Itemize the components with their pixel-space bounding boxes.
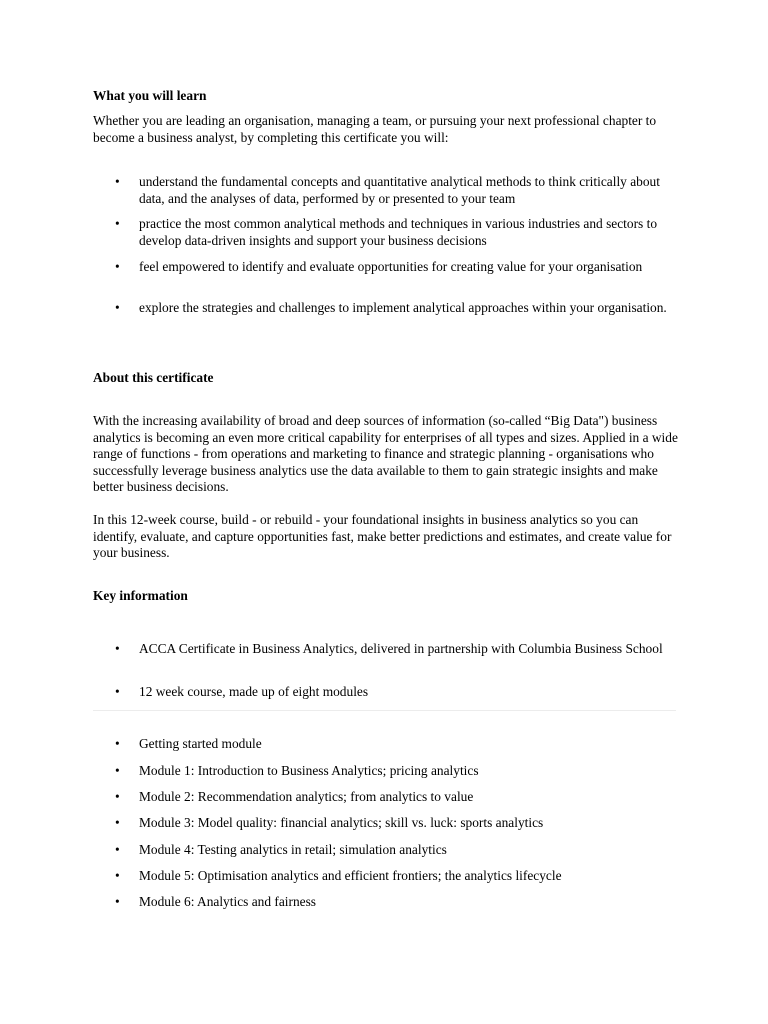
list-item: • Getting started module [93, 736, 678, 753]
about-paragraph-1: With the increasing availability of broad and deep sources of information (so-called “Big Data") business analytics is becoming an even more critical capability for enterprises of all types and sizes. Applied in a wide range of functions - from operations and marketing to finance and strategic planning - organisations who successfully leverage business analytics use the data available to them to gain strategic insights and make better business decisions. [93, 413, 678, 495]
list-item: • Module 5: Optimisation analytics and efficient frontiers; the analytics lifecycle [93, 868, 678, 885]
list-item: • Module 2: Recommendation analytics; from analytics to value [93, 789, 678, 806]
list-item: • ACCA Certificate in Business Analytics, delivered in partnership with Columbia Business School [93, 641, 678, 658]
learn-intro: Whether you are leading an organisation, managing a team, or pursuing your next professional chapter to become a business analyst, by completing this certificate you will: [93, 113, 657, 145]
list-item: • Module 6: Analytics and fairness [93, 894, 678, 911]
list-item: • practice the most common analytical methods and techniques in various industries and sectors to develop data-driven insights and support your business decisions [93, 216, 678, 249]
list-item: • Module 4: Testing analytics in retail; simulation analytics [93, 842, 678, 859]
about-paragraph-2: In this 12-week course, build - or rebuild - your foundational insights in business analytics so you can identify, evaluate, and capture opportunities fast, make better predictions and estimates, and create value for your business. [93, 512, 672, 561]
list-item: • feel empowered to identify and evaluate opportunities for creating value for your organisation [93, 259, 678, 276]
list-item: • Module 3: Model quality: financial analytics; skill vs. luck: sports analytics [93, 815, 678, 832]
list-item: • Module 1: Introduction to Business Analytics; pricing analytics [93, 763, 678, 780]
key-heading: Key information [93, 588, 188, 603]
list-item: • understand the fundamental concepts and quantitative analytical methods to think critically about data, and the analyses of data, performed by or presented to your team [93, 174, 678, 207]
divider [93, 710, 676, 711]
learn-heading: What you will learn [93, 88, 207, 103]
list-item: • explore the strategies and challenges to implement analytical approaches within your organisation. [93, 300, 678, 317]
about-heading: About this certificate [93, 370, 214, 385]
list-item: • 12 week course, made up of eight modules [93, 684, 678, 701]
